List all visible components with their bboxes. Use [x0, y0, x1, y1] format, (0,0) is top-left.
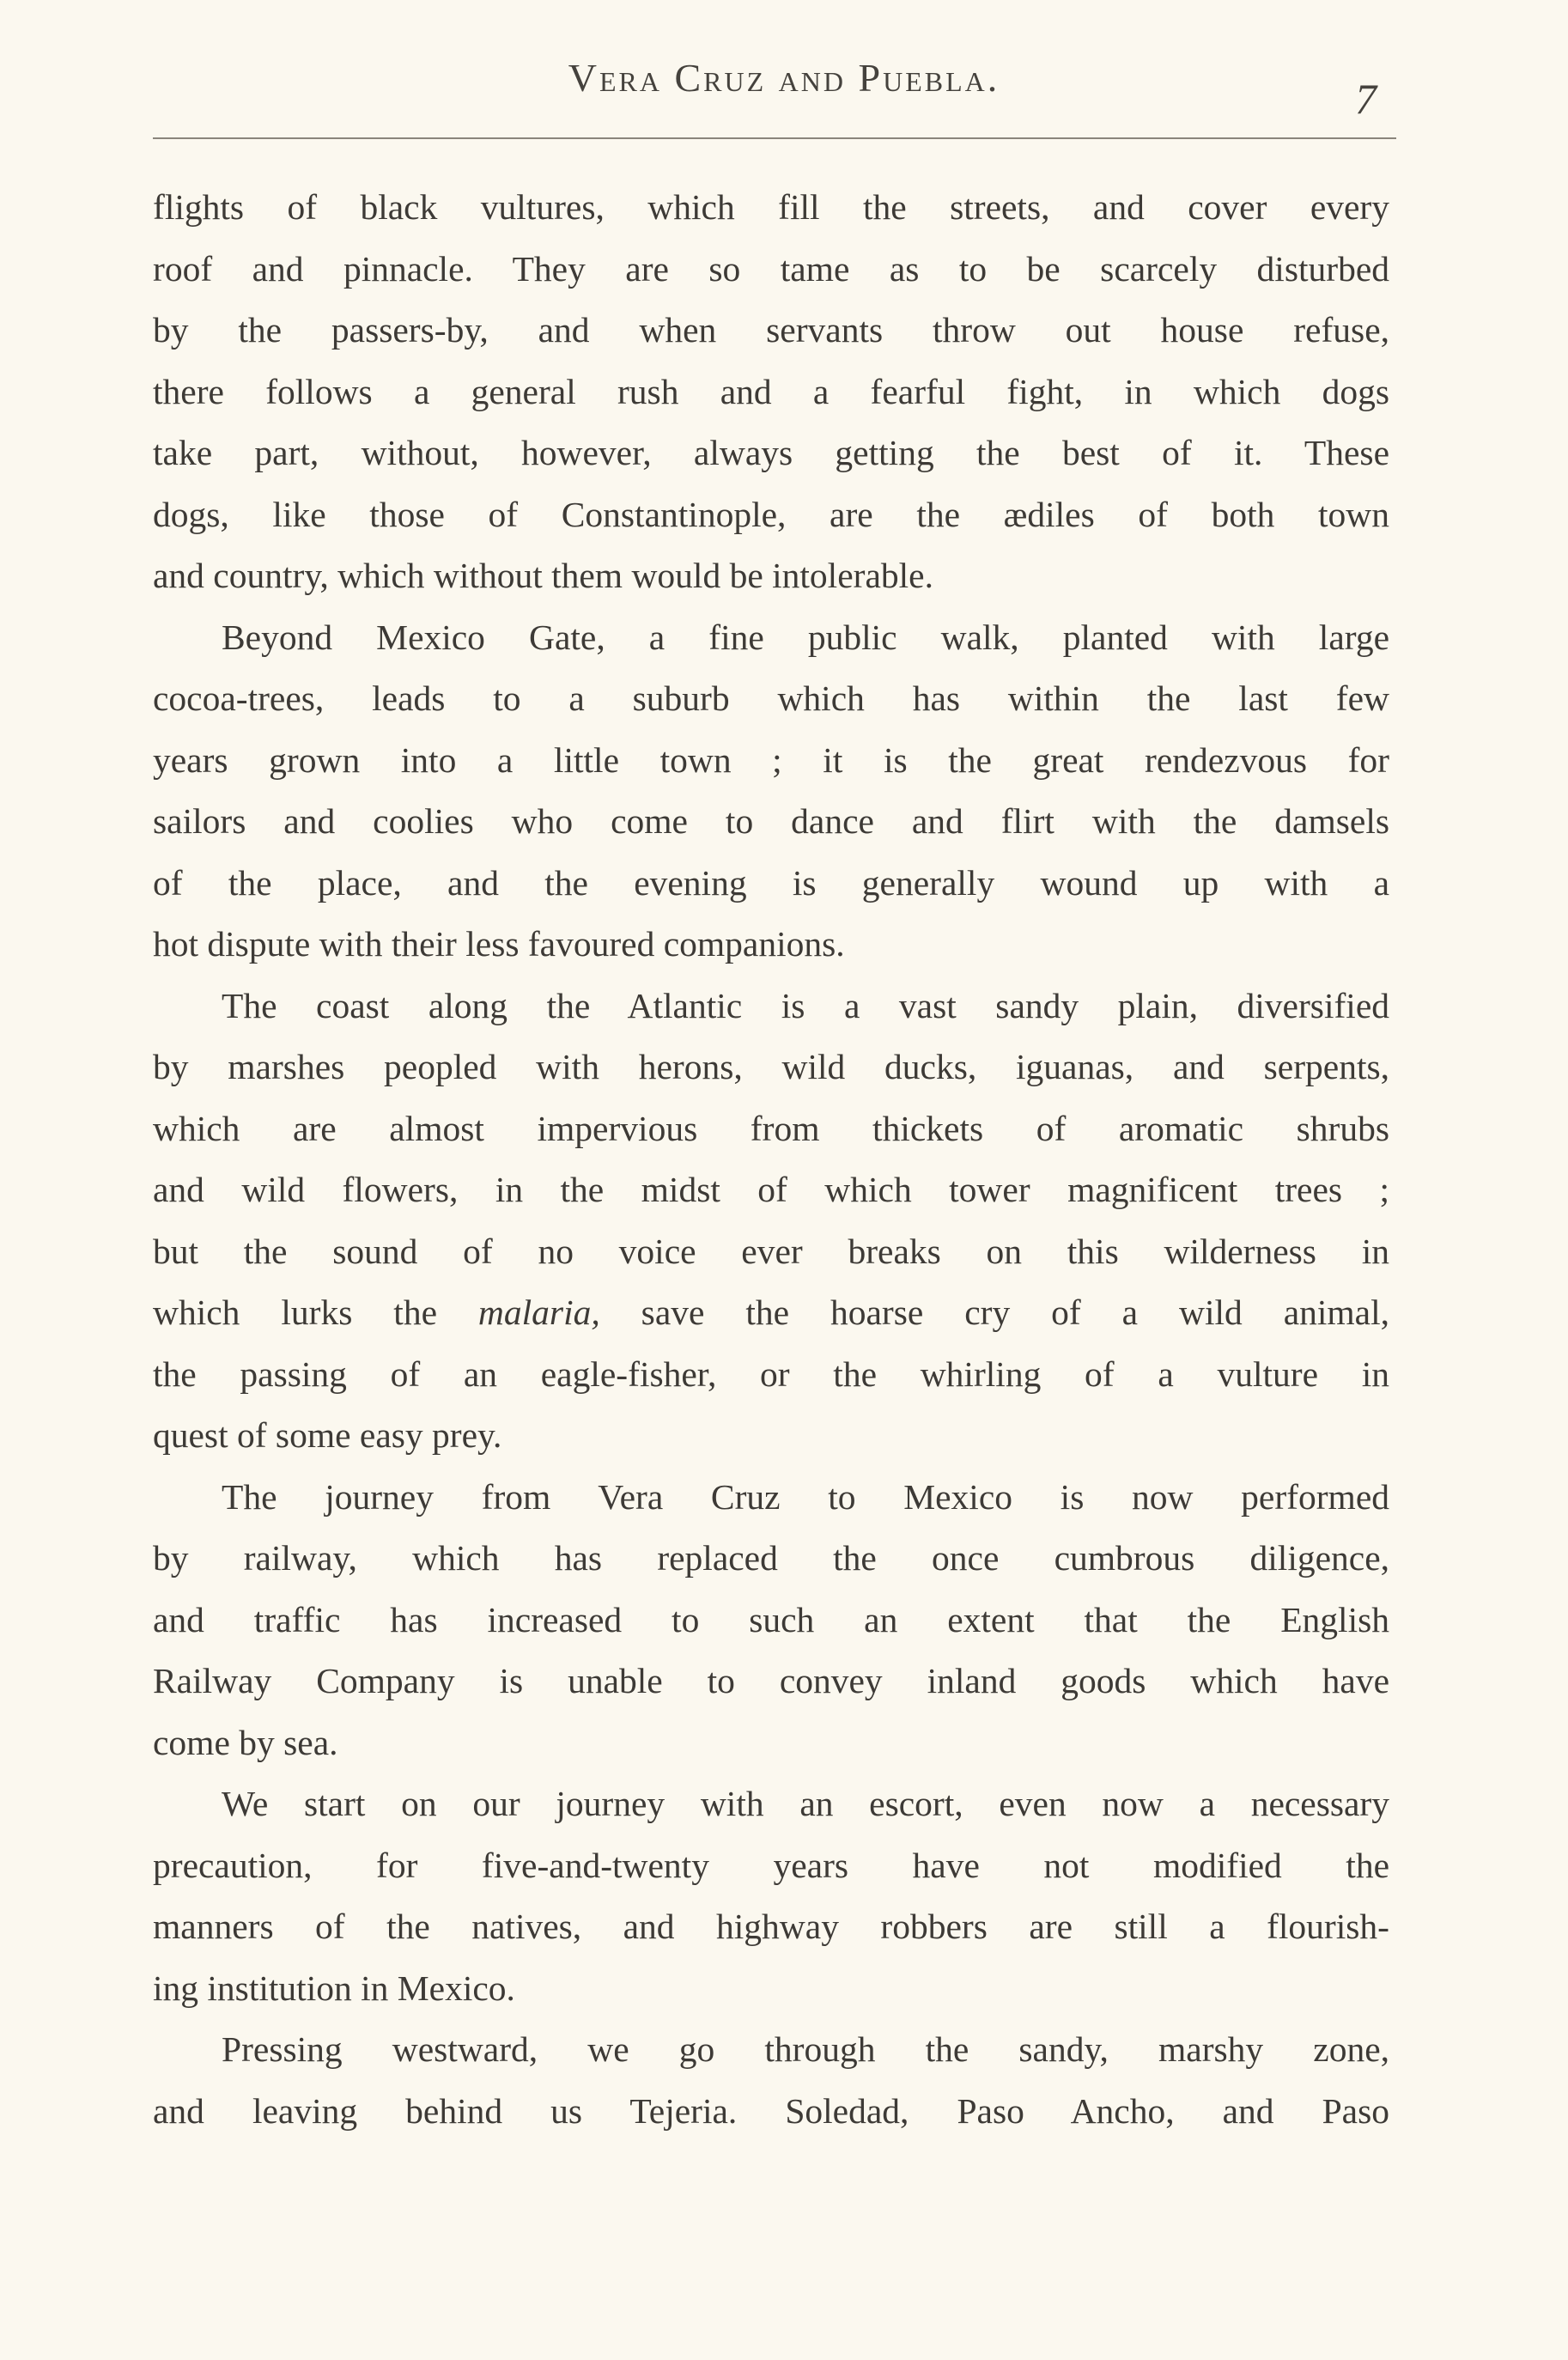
text-line — [153, 1651, 1389, 1712]
text-line — [153, 1037, 1389, 1098]
text-line-content: Beyond Mexico Gate, a fine public walk, planted with large — [222, 617, 1389, 657]
text-line-content: precaution, for five-and-twenty years have not modified the — [153, 1845, 1389, 1885]
text-line-content: The coast along the Atlantic is a vast sandy plain, diversified — [222, 985, 1389, 1025]
text-line-content: The journey from Vera Cruz to Mexico is now performed — [222, 1476, 1389, 1517]
text-line-content: by marshes peopled with herons, wild ducks, iguanas, and serpents, — [153, 1047, 1389, 1086]
text-line — [153, 730, 1389, 792]
text-line — [153, 1896, 1389, 1958]
text-line — [153, 853, 1389, 915]
text-line-content: there follows a general rush and a fearful fight, in which dogs — [153, 371, 1389, 411]
text-line — [153, 1221, 1389, 1283]
text-line-content: and traffic has increased to such an extent that the English — [153, 1599, 1389, 1639]
text-line — [153, 1773, 1389, 1835]
text-line-continuation: save the hoarse cry of a wild animal, — [599, 1293, 1390, 1332]
text-line-content: flights of black vultures, which fill the streets, and cover every — [153, 187, 1389, 227]
text-line — [153, 1590, 1389, 1651]
text-line-content: years grown into a little town ; it is the great rendezvous for — [153, 739, 1389, 780]
text-line — [153, 1712, 1389, 1774]
text-line-content: which are almost impervious from thickets of aromatic shrubs — [153, 1108, 1389, 1148]
text-line — [153, 177, 1389, 239]
text-line-content: but the sound of no voice ever breaks on this wilderness in — [153, 1231, 1389, 1271]
italic-word: malaria, — [477, 1293, 600, 1332]
text-line — [153, 1098, 1389, 1160]
text-line — [153, 545, 1389, 607]
text-line-content: dogs, like those of Constantinople, are the ædiles of both town — [153, 494, 1389, 534]
text-line — [153, 1405, 1389, 1467]
running-title: Vera Cruz and Puebla. — [568, 56, 1000, 100]
text-line — [153, 914, 1389, 976]
text-line — [153, 607, 1389, 669]
text-line-content: sailors and coolies who come to dance and flirt with the damsels — [153, 801, 1389, 841]
text-line-content: cocoa-trees, leads to a suburb which has within the last few — [153, 678, 1389, 718]
text-line-content: of the place, and the evening is generally wound up with a — [153, 862, 1389, 903]
text-line-content: and leaving behind us Tejeria. Soledad, Paso Ancho, and Paso — [153, 2090, 1389, 2131]
header-rule — [153, 137, 1396, 139]
text-line-content: by railway, which has replaced the once cumbrous diligence, — [153, 1538, 1389, 1578]
page-number: 7 — [1355, 75, 1377, 123]
text-line — [153, 484, 1389, 546]
text-line — [153, 2019, 1389, 2081]
text-line-content: quest of some easy prey. — [153, 1415, 502, 1455]
text-line-content: come by sea. — [153, 1722, 338, 1762]
text-line-content: hot dispute with their less favoured companions. — [153, 924, 845, 964]
body-text — [153, 177, 1389, 2142]
text-line-content: the passing of an eagle-fisher, or the whirling of a vulture in — [153, 1353, 1389, 1394]
text-line — [153, 300, 1389, 362]
text-line — [153, 1344, 1389, 1406]
text-line-content: take part, without, however, always getting the best of it. These — [153, 433, 1389, 472]
text-line — [153, 668, 1389, 730]
text-line-content: Pressing westward, we go through the sandy, marshy zone, — [222, 2029, 1389, 2069]
text-line — [153, 239, 1389, 301]
text-line-content: by the passers-by, and when servants throw out house refuse, — [153, 310, 1389, 350]
text-line — [153, 1958, 1389, 2020]
text-line-content: ing institution in Mexico. — [153, 1968, 515, 2008]
text-line-content: Railway Company is unable to convey inland goods which have — [153, 1661, 1389, 1700]
text-line-content: We start on our journey with an escort, even now a necessary — [222, 1784, 1389, 1823]
text-line — [153, 2081, 1389, 2143]
text-line — [153, 976, 1389, 1037]
text-line-content: which lurks the — [153, 1293, 478, 1332]
text-line — [153, 1282, 1389, 1344]
text-line — [153, 791, 1389, 853]
text-line — [153, 362, 1389, 423]
text-line-content: and country, which without them would be intolerable. — [153, 556, 933, 595]
text-line — [153, 1159, 1389, 1221]
text-line — [153, 423, 1389, 484]
text-line-content: roof and pinnacle. They are so tame as to be scarcely disturbed — [153, 248, 1389, 289]
text-line — [153, 1467, 1389, 1529]
text-line-content: and wild flowers, in the midst of which tower magnificent trees ; — [153, 1170, 1389, 1209]
text-line — [153, 1835, 1389, 1897]
text-line — [153, 1528, 1389, 1590]
text-line-content: manners of the natives, and highway robbers are still a flourish- — [153, 1907, 1389, 1946]
